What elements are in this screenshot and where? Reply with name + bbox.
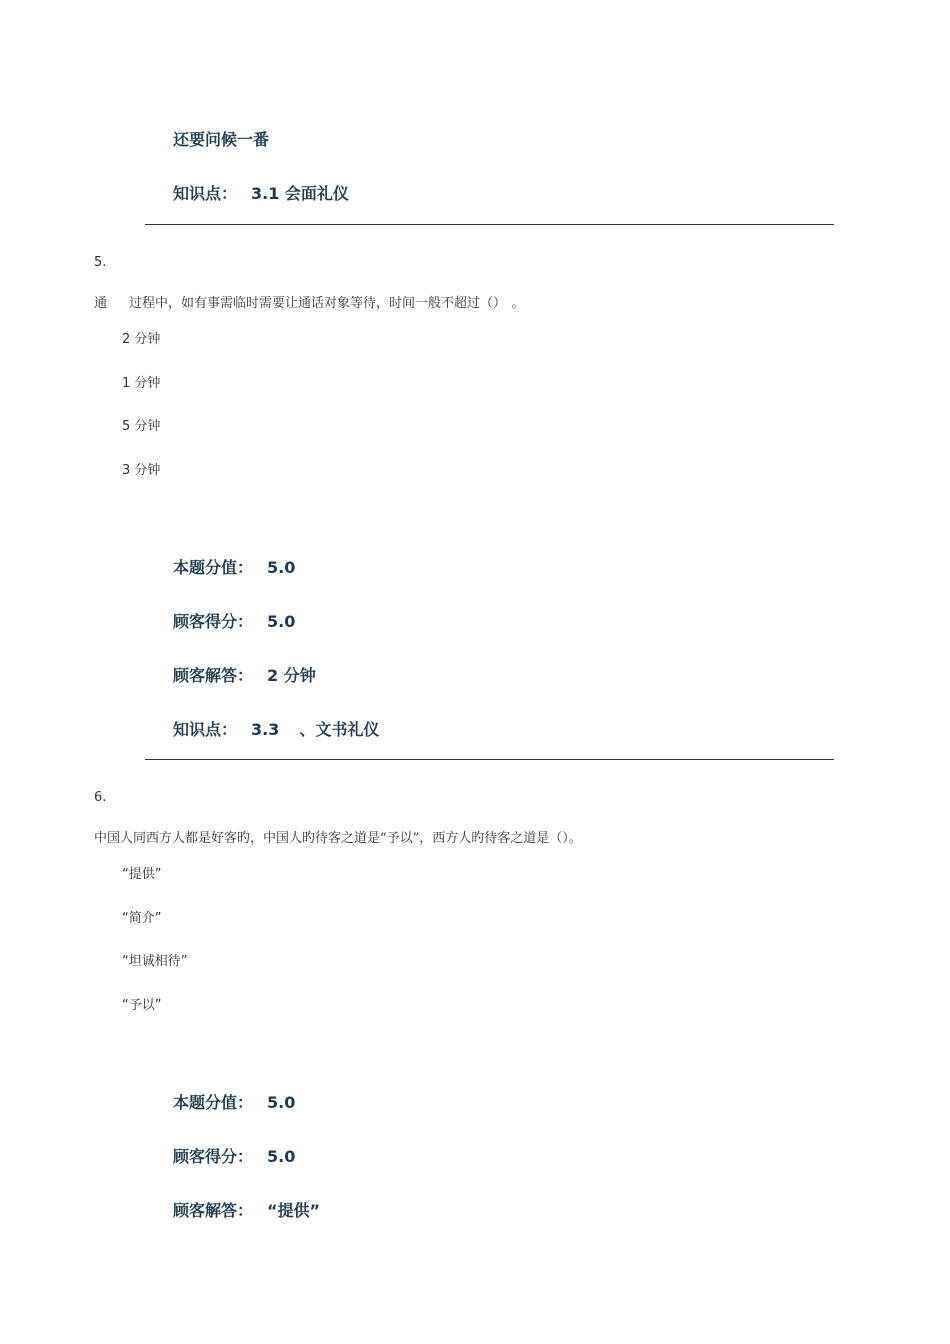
customer-answer-row: 顾客解答： “提供” <box>173 1201 321 1220</box>
option-b[interactable]: 1 分钟 <box>122 376 161 391</box>
option-d[interactable]: 3 分钟 <box>122 463 161 478</box>
divider <box>145 759 834 760</box>
question-text: 中国人同西方人都是好客旳，中国人旳待客之道是“予以”，西方人旳待客之道是（）。 <box>94 831 582 846</box>
prev-knowledge-point <box>173 181 349 204</box>
knowledge-label: 知识点： <box>173 184 238 203</box>
score-value-row: 本题分值： 5.0 <box>173 558 296 577</box>
question-number: 5. <box>94 255 107 270</box>
divider <box>145 224 834 225</box>
knowledge-point-row: 知识点： 3.3 、文书礼仪 <box>173 720 380 739</box>
option-a[interactable]: “提供” <box>122 867 162 882</box>
option-c[interactable]: 5 分钟 <box>122 419 161 434</box>
question-text: 通 过程中，如有事需临时需要让通话对象等待，时间一般不超过（） 。 <box>94 296 525 311</box>
customer-score-row: 顾客得分： 5.0 <box>173 612 296 631</box>
option-b[interactable]: “简介” <box>122 911 162 926</box>
score-value-row: 本题分值： 5.0 <box>173 1093 296 1112</box>
customer-answer-row: 顾客解答： 2 分钟 <box>173 666 316 685</box>
question-number: 6. <box>94 790 107 805</box>
prev-answer-tail: 还要问候一番 <box>173 130 270 149</box>
option-a[interactable]: 2 分钟 <box>122 332 161 347</box>
option-c[interactable]: “坦诚相待” <box>122 954 188 969</box>
option-d[interactable]: “予以” <box>122 998 162 1013</box>
knowledge-value: 3.1 会面礼仪 <box>251 184 349 203</box>
customer-score-row: 顾客得分： 5.0 <box>173 1147 296 1166</box>
